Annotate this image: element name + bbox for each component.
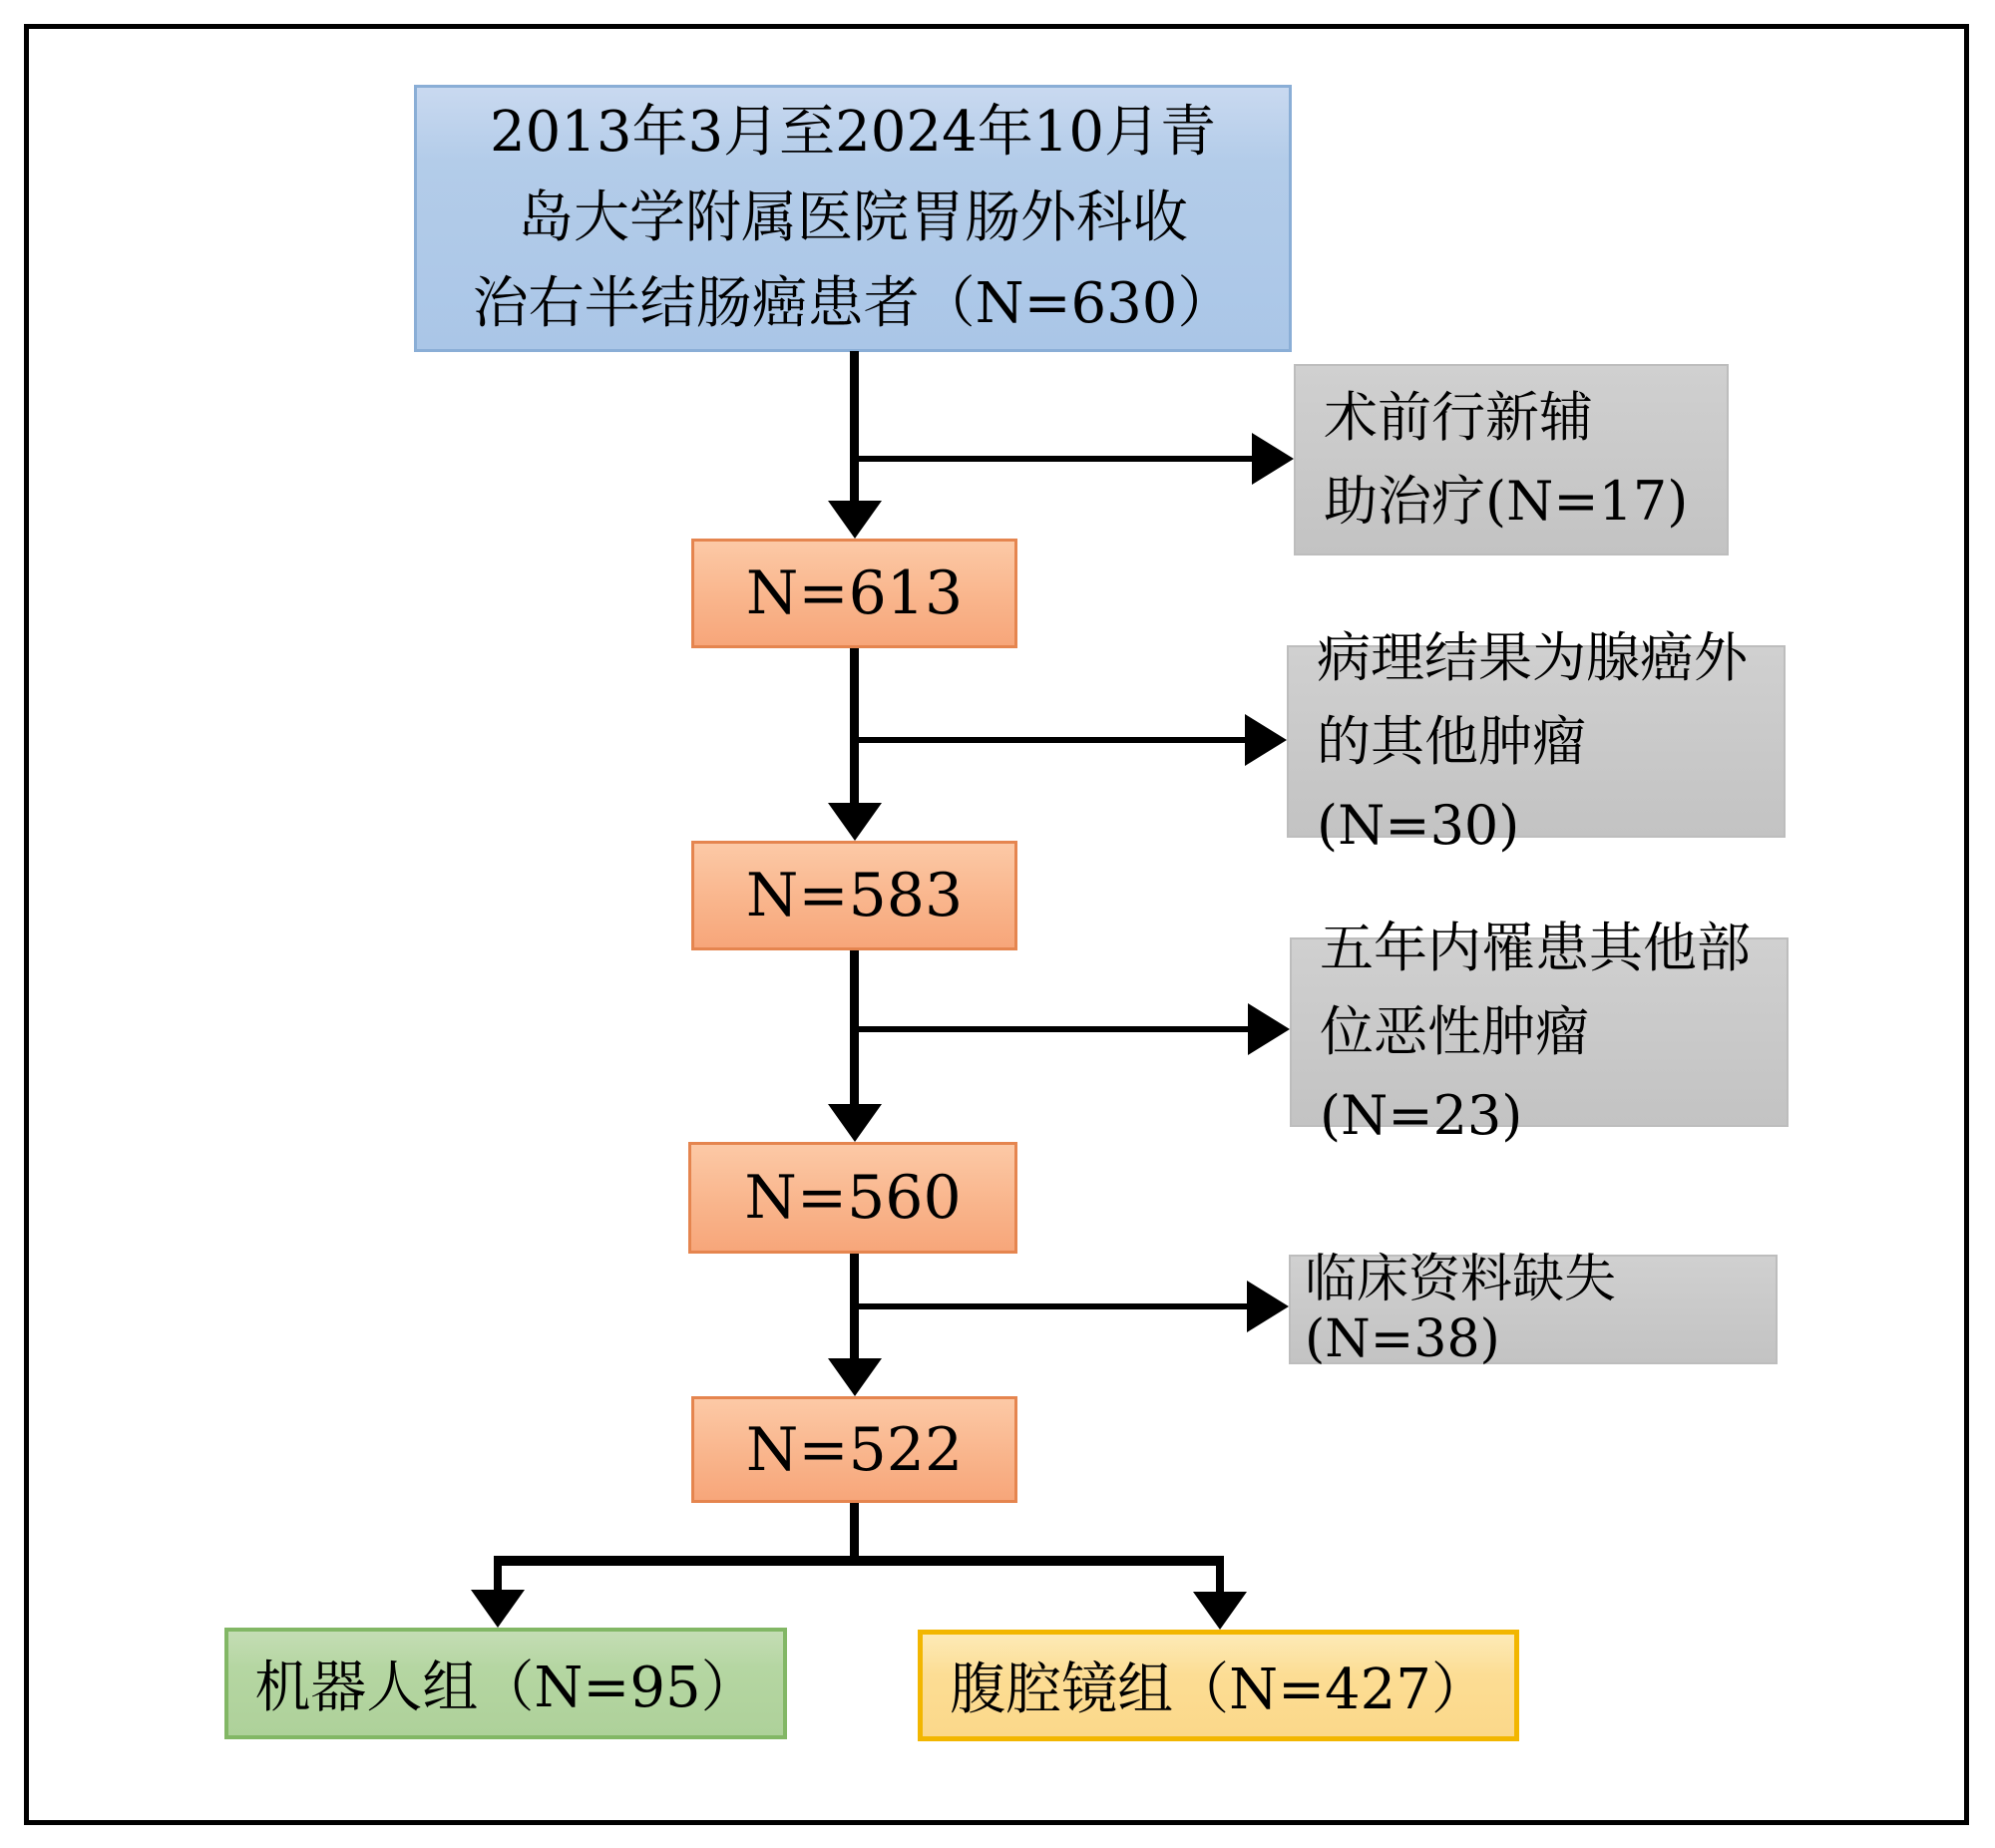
exclusion-line: 助治疗(N=17) [1324, 470, 1689, 533]
connector-horizontal-1 [853, 456, 1252, 462]
exclusion-box-pathology [1287, 625, 1786, 857]
connector-vertical-4 [850, 1254, 859, 1365]
cohort-label: N=560 [744, 1163, 962, 1233]
arrowhead-right-icon [1252, 433, 1294, 485]
exclusion-line: 术前行新辅 [1324, 386, 1593, 449]
arrowhead-right-icon [1248, 1003, 1290, 1055]
arrowhead-down-icon [828, 1104, 882, 1142]
population-box-line3: 治右半结肠癌患者（N=630） [472, 271, 1234, 336]
connector-horizontal-2 [853, 737, 1245, 743]
connector-vertical-2 [850, 648, 859, 809]
arrowhead-down-icon [828, 803, 882, 841]
cohort-box-n613 [691, 539, 1017, 648]
cohort-label: N=613 [745, 558, 964, 628]
exclusion-box-neoadjuvant [1294, 364, 1729, 555]
arrowhead-down-icon [828, 1358, 882, 1396]
laparoscopic-group-box [918, 1630, 1519, 1741]
laparoscopic-group-label: 腹腔镜组（N=427） [950, 1658, 1487, 1722]
cohort-box-n583 [691, 841, 1017, 950]
cohort-box-n522 [691, 1396, 1017, 1503]
population-box [414, 85, 1292, 352]
connector-horizontal-3 [853, 1026, 1248, 1032]
exclusion-box-missing-data [1289, 1250, 1778, 1369]
connector-vertical-5 [850, 1503, 859, 1561]
robot-group-label: 机器人组（N=95） [254, 1656, 757, 1720]
connector-split-bar [494, 1556, 1224, 1566]
exclusion-line: 五年内罹患其他部 [1320, 917, 1751, 979]
exclusion-line: 临床资料缺失(N=38) [1305, 1250, 1617, 1369]
population-box-line2: 岛大学附属医院胃肠外科收 [518, 185, 1188, 250]
exclusion-box-other-malignancy [1290, 917, 1789, 1147]
cohort-label: N=583 [745, 861, 964, 930]
exclusion-line: 位恶性肿瘤(N=23) [1320, 1000, 1589, 1147]
population-box-line1: 2013年3月至2024年10月青 [490, 100, 1216, 165]
cohort-box-n560 [688, 1142, 1017, 1254]
robot-group-box [224, 1628, 787, 1739]
arrowhead-right-icon [1247, 1281, 1289, 1332]
arrowhead-down-icon [828, 501, 882, 539]
arrowhead-right-icon [1245, 714, 1287, 766]
connector-vertical-1 [850, 351, 859, 507]
connector-horizontal-4 [853, 1303, 1247, 1309]
cohort-label: N=522 [745, 1414, 964, 1485]
exclusion-line: 病理结果为腺癌外 [1317, 625, 1748, 689]
arrowhead-down-icon [1193, 1592, 1247, 1630]
arrowhead-down-icon [471, 1590, 525, 1628]
exclusion-line: 的其他肿瘤(N=30) [1317, 709, 1586, 857]
